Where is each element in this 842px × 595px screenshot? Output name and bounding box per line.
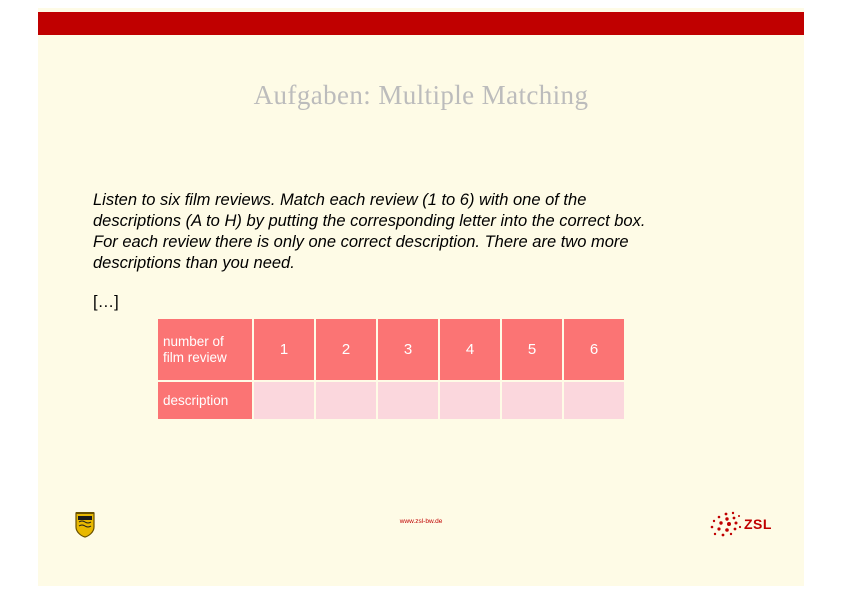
row-label-description: description bbox=[158, 382, 252, 419]
review-number-6: 6 bbox=[564, 319, 624, 380]
answer-box-4[interactable] bbox=[440, 382, 500, 419]
review-number-4: 4 bbox=[440, 319, 500, 380]
review-number-3: 3 bbox=[378, 319, 438, 380]
coat-of-arms-icon bbox=[74, 511, 96, 538]
title-bar-accent bbox=[38, 12, 804, 35]
review-number-1: 1 bbox=[254, 319, 314, 380]
instructions-line-4: descriptions than you need. bbox=[93, 254, 295, 272]
matching-table bbox=[156, 317, 626, 421]
table-row bbox=[158, 382, 624, 419]
row-label-line-1: number of bbox=[163, 333, 224, 349]
instructions-line-1: Listen to six film reviews. Match each review (1 to 6) with one of the bbox=[93, 191, 587, 209]
answer-box-2[interactable] bbox=[316, 382, 376, 419]
row-label-line-2: film review bbox=[163, 349, 227, 365]
review-number-5: 5 bbox=[502, 319, 562, 380]
review-number-2: 2 bbox=[316, 319, 376, 380]
instructions-block bbox=[93, 190, 743, 274]
answer-box-6[interactable] bbox=[564, 382, 624, 419]
page-title: Aufgaben: Multiple Matching bbox=[253, 80, 589, 110]
table-row bbox=[158, 319, 624, 380]
row-label-film-review bbox=[158, 319, 252, 380]
instructions-line-2: descriptions (A to H) by putting the corresponding letter into the correct box. bbox=[93, 212, 646, 230]
instructions-line-3: For each review there is only one correct description. There are two more bbox=[93, 233, 629, 251]
answer-box-5[interactable] bbox=[502, 382, 562, 419]
footer-url: www.zsl-bw.de bbox=[399, 518, 443, 525]
ellipsis-marker: […] bbox=[93, 293, 119, 311]
zsl-logo-text: ZSL bbox=[744, 516, 772, 532]
answer-box-3[interactable] bbox=[378, 382, 438, 419]
answer-box-1[interactable] bbox=[254, 382, 314, 419]
